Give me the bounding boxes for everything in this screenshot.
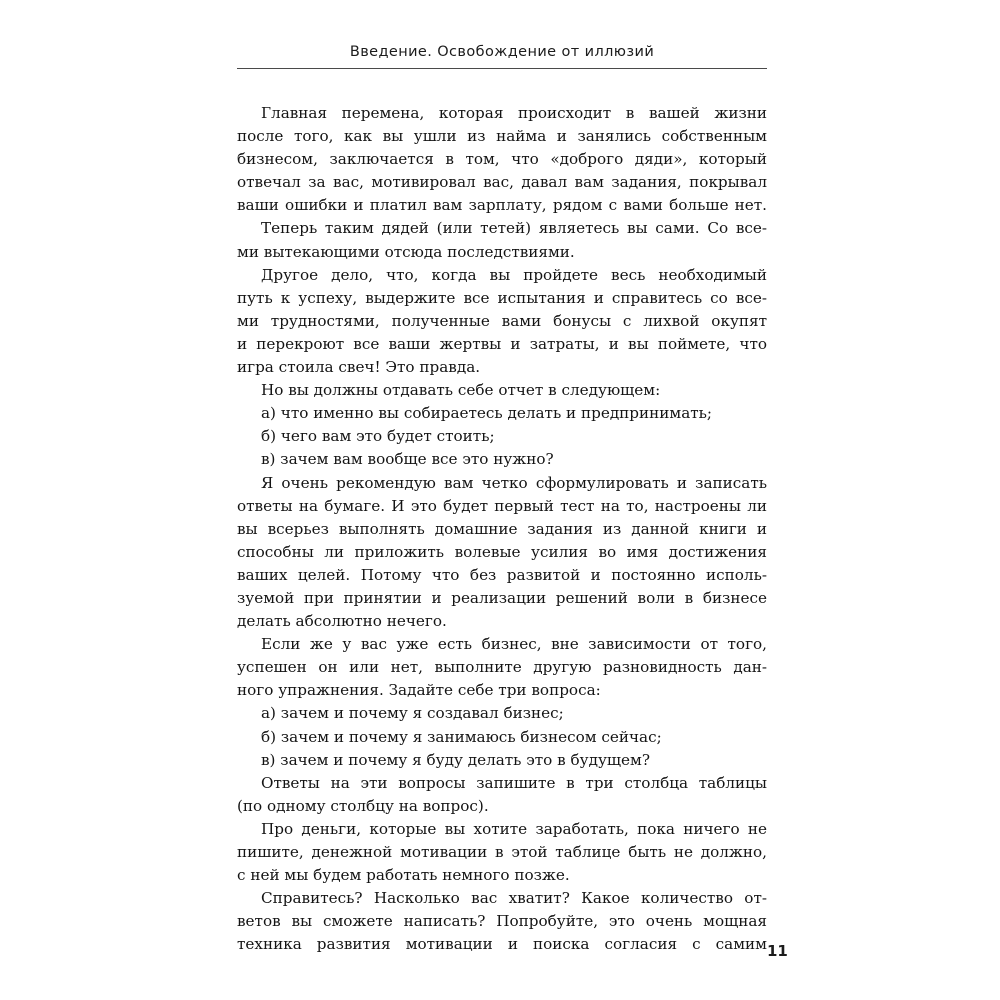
- text-line: бизнесом, заключается в том, что «доброго дяди», который: [237, 150, 767, 169]
- chapter-title: Введение. Освобождение от иллюзий: [349, 44, 655, 60]
- body-text: [237, 102, 767, 956]
- text-line: Я очень рекомендую вам четко сформулировать и записать: [261, 473, 767, 492]
- text-line: ваших целей. Потому что без развитой и постоянно исполь-: [237, 565, 767, 584]
- text-line: ветов вы сможете написать? Попробуйте, это очень мощная: [237, 912, 767, 931]
- text-line: зуемой при принятии и реализации решений воли в бизнесе: [237, 588, 767, 607]
- text-line: после того, как вы ушли из найма и занялись собственным: [237, 127, 767, 146]
- text-line: ми вытекающими отсюда последствиями.: [237, 242, 575, 261]
- text-line: Но вы должны отдавать себе отчет в следующем:: [261, 381, 661, 400]
- text-line: Теперь таким дядей (или тетей) являетесь вы сами. Со все-: [261, 219, 767, 238]
- text-line: вы всерьез выполнять домашние задания из данной книги и: [237, 519, 767, 538]
- text-line: (по одному столбцу на вопрос).: [237, 796, 489, 815]
- list-item: в) зачем вам вообще все это нужно?: [261, 450, 554, 469]
- text-line: ответы на бумаге. И это будет первый тест на то, настроены ли: [237, 496, 767, 515]
- text-line: пишите, денежной мотивации в этой таблице быть не должно,: [237, 843, 767, 861]
- text-line: Главная перемена, которая происходит в вашей жизни: [261, 104, 767, 122]
- list-item: в) зачем и почему я буду делать это в будущем?: [261, 750, 650, 769]
- list-item: б) чего вам это будет стоить;: [261, 427, 495, 446]
- running-head: [237, 44, 767, 70]
- text-line: Справитесь? Насколько вас хватит? Какое количество от-: [261, 889, 767, 908]
- page-number: 11: [767, 942, 788, 960]
- list-item: б) зачем и почему я занимаюсь бизнесом сейчас;: [261, 727, 662, 746]
- text-line: путь к успеху, выдержите все испытания и справитесь со все-: [237, 288, 767, 307]
- text-line: способны ли приложить волевые усилия во имя достижения: [237, 542, 767, 561]
- text-line: техника развития мотивации и поиска согласия с самим: [237, 935, 767, 954]
- text-line: игра стоила свеч! Это правда.: [237, 358, 481, 377]
- header-rule: [237, 68, 767, 69]
- text-line: успешен он или нет, выполните другую разновидность дан-: [237, 658, 767, 677]
- text-line: Ответы на эти вопросы запишите в три столбца таблицы: [261, 773, 767, 792]
- text-line: Если же у вас уже есть бизнес, вне зависимости от того,: [261, 635, 767, 654]
- list-item: а) что именно вы собираетесь делать и предпринимать;: [261, 404, 713, 423]
- text-line: и перекроют все ваши жертвы и затраты, и вы поймете, что: [237, 334, 767, 353]
- list-item: а) зачем и почему я создавал бизнес;: [261, 704, 564, 723]
- text-line: ваши ошибки и платил вам зарплату, рядом с вами больше нет.: [237, 196, 767, 215]
- text-line: ного упражнения. Задайте себе три вопроса:: [237, 681, 601, 700]
- text-line: отвечал за вас, мотивировал вас, давал вам задания, покрывал: [237, 173, 767, 192]
- text-line: с ней мы будем работать немного позже.: [237, 866, 570, 885]
- text-line: Про деньги, которые вы хотите заработать, пока ничего не: [261, 819, 767, 838]
- text-line: Другое дело, что, когда вы пройдете весь необходимый: [261, 265, 767, 284]
- text-line: ми трудностями, полученные вами бонусы с лихвой окупят: [237, 311, 767, 330]
- text-line: делать абсолютно нечего.: [237, 612, 447, 631]
